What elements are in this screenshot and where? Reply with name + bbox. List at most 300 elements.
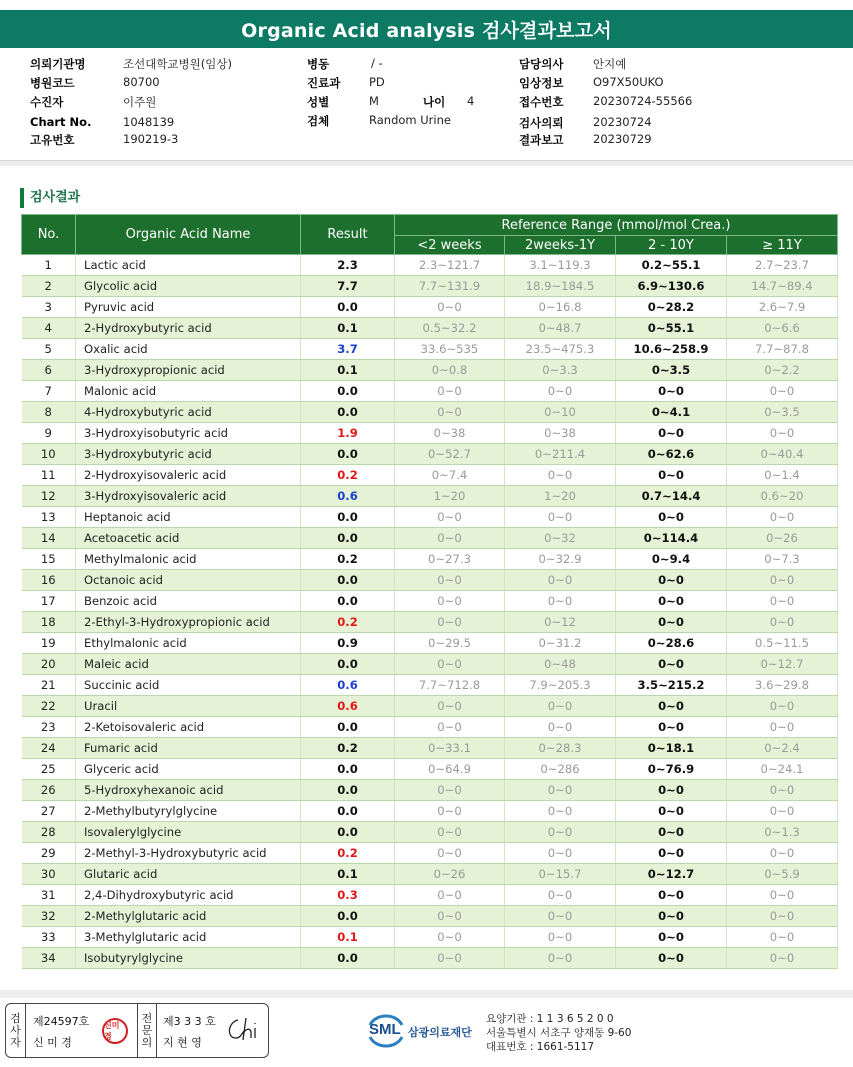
row-number: 2: [22, 276, 76, 297]
acid-name: Isovalerylglycine: [76, 822, 301, 843]
acid-name: 3-Hydroxypropionic acid: [76, 360, 301, 381]
ref-2-10y: 0~4.1: [616, 402, 727, 423]
tester-label-char: 사: [10, 1023, 21, 1037]
ref-11y: 0~40.4: [727, 444, 838, 465]
ref-11y: 3.6~29.8: [727, 675, 838, 696]
sex-value: M: [369, 94, 379, 108]
table-row: [22, 675, 838, 696]
table-row: [22, 633, 838, 654]
id-value: 190219-3: [123, 132, 179, 146]
lab-phone: 대표번호 : 1661-5117: [486, 1041, 595, 1053]
row-number: 12: [22, 486, 76, 507]
specialist-name: 지 현 영: [163, 1036, 202, 1049]
ref-11y: 0~0: [727, 612, 838, 633]
patient-info: [30, 56, 830, 152]
row-number: 16: [22, 570, 76, 591]
stamp-text: 신미경: [104, 1021, 120, 1041]
signature-box: [5, 1003, 269, 1058]
result-value: 0.0: [301, 717, 395, 738]
result-value: 0.0: [301, 381, 395, 402]
table-row: [22, 444, 838, 465]
ref-2-10y: 0~0: [616, 717, 727, 738]
ref-2-10y: 0~3.5: [616, 360, 727, 381]
col-ref-under-2weeks: <2 weeks: [395, 236, 505, 255]
divider: [0, 160, 853, 166]
id-label: 고유번호: [30, 133, 75, 147]
lab-name: 삼광의료재단: [408, 1026, 472, 1039]
ref-2-10y: 0~0: [616, 612, 727, 633]
ref-11y: 14.7~89.4: [727, 276, 838, 297]
table-row: [22, 276, 838, 297]
lab-logo: [366, 1011, 481, 1051]
table-row: [22, 255, 838, 276]
ref-2weeks-1y: 0~10: [505, 402, 616, 423]
acid-name: Ethylmalonic acid: [76, 633, 301, 654]
table-row: [22, 402, 838, 423]
ref-2weeks-1y: 0~48.7: [505, 318, 616, 339]
table-row: [22, 591, 838, 612]
ref-2weeks-1y: 3.1~119.3: [505, 255, 616, 276]
acid-name: 2-Hydroxybutyric acid: [76, 318, 301, 339]
ref-11y: 0~7.3: [727, 549, 838, 570]
row-number: 10: [22, 444, 76, 465]
row-number: 28: [22, 822, 76, 843]
ref-2weeks-1y: 0~15.7: [505, 864, 616, 885]
ref-2weeks-1y: 0~48: [505, 654, 616, 675]
acid-name: 2-Ketoisovaleric acid: [76, 717, 301, 738]
acid-name: 3-Hydroxyisobutyric acid: [76, 423, 301, 444]
specialist-label-char: 의: [141, 1035, 153, 1049]
patient-value: 이주원: [123, 95, 157, 109]
row-number: 11: [22, 465, 76, 486]
ref-2-10y: 0~0: [616, 507, 727, 528]
ref-2weeks-1y: 0~286: [505, 759, 616, 780]
table-row: [22, 549, 838, 570]
ref-under-2weeks: 0~0: [395, 570, 505, 591]
hospital-label: 의뢰기관명: [30, 57, 86, 71]
result-value: 0.6: [301, 675, 395, 696]
result-value: 0.1: [301, 318, 395, 339]
ref-2weeks-1y: 0~211.4: [505, 444, 616, 465]
ref-under-2weeks: 0~7.4: [395, 465, 505, 486]
ref-11y: 0~0: [727, 885, 838, 906]
ref-11y: 0~2.4: [727, 738, 838, 759]
result-value: 0.6: [301, 486, 395, 507]
request-label: 검사의뢰: [519, 116, 564, 130]
result-value: 0.0: [301, 591, 395, 612]
ref-2-10y: 0~0: [616, 843, 727, 864]
ref-2-10y: 0~55.1: [616, 318, 727, 339]
ref-2weeks-1y: 0~0: [505, 948, 616, 969]
row-number: 23: [22, 717, 76, 738]
tester-name: 신 미 경: [33, 1036, 72, 1049]
ref-2weeks-1y: 23.5~475.3: [505, 339, 616, 360]
report-label: 결과보고: [519, 133, 564, 147]
row-number: 7: [22, 381, 76, 402]
result-value: 0.2: [301, 612, 395, 633]
ref-2-10y: 0~0: [616, 465, 727, 486]
ref-under-2weeks: 1~20: [395, 486, 505, 507]
ref-under-2weeks: 0~0: [395, 822, 505, 843]
ref-under-2weeks: 0~0: [395, 612, 505, 633]
specialist-label-char: 문: [141, 1023, 153, 1037]
footer-divider: [0, 990, 853, 998]
table-row: [22, 423, 838, 444]
ref-2weeks-1y: 0~0: [505, 843, 616, 864]
ward-label: 병동: [307, 57, 330, 71]
ref-2-10y: 0~0: [616, 906, 727, 927]
ref-11y: 0~2.2: [727, 360, 838, 381]
row-number: 13: [22, 507, 76, 528]
result-value: 0.0: [301, 801, 395, 822]
ref-11y: 2.6~7.9: [727, 297, 838, 318]
ref-2weeks-1y: 0~28.3: [505, 738, 616, 759]
ref-11y: 0~0: [727, 780, 838, 801]
acid-name: 2-Ethyl-3-Hydroxypropionic acid: [76, 612, 301, 633]
lab-address: 서울특별시 서초구 양재동 9-60: [486, 1027, 632, 1039]
ref-2-10y: 0~0: [616, 822, 727, 843]
specimen-label: 검체: [307, 114, 330, 128]
result-value: 2.3: [301, 255, 395, 276]
ref-2weeks-1y: 0~32: [505, 528, 616, 549]
ref-2weeks-1y: 0~0: [505, 717, 616, 738]
table-row: [22, 696, 838, 717]
ref-under-2weeks: 0~0.8: [395, 360, 505, 381]
result-value: 0.1: [301, 360, 395, 381]
ref-under-2weeks: 0~64.9: [395, 759, 505, 780]
ref-2weeks-1y: 0~0: [505, 801, 616, 822]
result-value: 0.3: [301, 885, 395, 906]
acid-name: Succinic acid: [76, 675, 301, 696]
row-number: 33: [22, 927, 76, 948]
table-row: [22, 381, 838, 402]
ref-2weeks-1y: 0~12: [505, 612, 616, 633]
acid-name: Acetoacetic acid: [76, 528, 301, 549]
code-label: 병원코드: [30, 76, 75, 90]
ref-11y: 0~0: [727, 801, 838, 822]
ref-under-2weeks: 7.7~131.9: [395, 276, 505, 297]
results-table: [21, 214, 838, 969]
acid-name: 2-Hydroxyisovaleric acid: [76, 465, 301, 486]
tester-label-char: 검: [10, 1011, 21, 1025]
ref-2-10y: 0~18.1: [616, 738, 727, 759]
col-no: No.: [22, 215, 76, 255]
ref-under-2weeks: 0~0: [395, 591, 505, 612]
result-value: 0.0: [301, 507, 395, 528]
ref-2-10y: 0~62.6: [616, 444, 727, 465]
row-number: 26: [22, 780, 76, 801]
ref-2-10y: 0~0: [616, 654, 727, 675]
result-value: 0.2: [301, 465, 395, 486]
ref-2-10y: 0~28.2: [616, 297, 727, 318]
ref-11y: 0~0: [727, 696, 838, 717]
ref-2-10y: 0~0: [616, 591, 727, 612]
ref-2weeks-1y: 0~0: [505, 927, 616, 948]
row-number: 19: [22, 633, 76, 654]
acid-name: Octanoic acid: [76, 570, 301, 591]
acid-name: Methylmalonic acid: [76, 549, 301, 570]
ref-2-10y: 0~0: [616, 381, 727, 402]
ref-11y: 0~1.4: [727, 465, 838, 486]
tester-label: [6, 1004, 26, 1057]
ref-2weeks-1y: 0~16.8: [505, 297, 616, 318]
table-row: [22, 717, 838, 738]
col-ref-2weeks-1y: 2weeks-1Y: [505, 236, 616, 255]
ref-2weeks-1y: 0~0: [505, 822, 616, 843]
logo-text: SML: [369, 1021, 401, 1038]
receipt-label: 접수번호: [519, 95, 564, 109]
ref-11y: 0~26: [727, 528, 838, 549]
ref-under-2weeks: 0~0: [395, 906, 505, 927]
ref-under-2weeks: 2.3~121.7: [395, 255, 505, 276]
row-number: 30: [22, 864, 76, 885]
age-value: 4: [467, 94, 475, 108]
ref-2-10y: 0~28.6: [616, 633, 727, 654]
result-value: 0.2: [301, 738, 395, 759]
ref-2-10y: 0~0: [616, 948, 727, 969]
row-number: 22: [22, 696, 76, 717]
ref-under-2weeks: 0~29.5: [395, 633, 505, 654]
result-value: 1.9: [301, 423, 395, 444]
chart-label: Chart No.: [30, 115, 92, 129]
result-value: 0.0: [301, 906, 395, 927]
acid-name: Benzoic acid: [76, 591, 301, 612]
table-row: [22, 570, 838, 591]
acid-name: Uracil: [76, 696, 301, 717]
ref-2-10y: 0.2~55.1: [616, 255, 727, 276]
result-value: 0.2: [301, 843, 395, 864]
specialist-license: 제3 3 3 호: [163, 1015, 216, 1028]
tester-license: 제24597호: [33, 1015, 90, 1028]
ref-2-10y: 6.9~130.6: [616, 276, 727, 297]
acid-name: 3-Hydroxybutyric acid: [76, 444, 301, 465]
result-value: 0.1: [301, 927, 395, 948]
request-value: 20230724: [593, 115, 652, 129]
ref-11y: 0~0: [727, 717, 838, 738]
ref-2weeks-1y: 0~0: [505, 885, 616, 906]
table-row: [22, 885, 838, 906]
col-ref-11y: ≥ 11Y: [727, 236, 838, 255]
ref-2weeks-1y: 0~0: [505, 906, 616, 927]
table-row: [22, 465, 838, 486]
table-row: [22, 486, 838, 507]
table-row: [22, 780, 838, 801]
result-value: 3.7: [301, 339, 395, 360]
result-value: 0.0: [301, 444, 395, 465]
specimen-value: Random Urine: [369, 113, 451, 127]
row-number: 4: [22, 318, 76, 339]
result-value: 0.2: [301, 549, 395, 570]
row-number: 27: [22, 801, 76, 822]
code-value: 80700: [123, 75, 160, 89]
row-number: 9: [22, 423, 76, 444]
ref-11y: 0~1.3: [727, 822, 838, 843]
acid-name: Fumaric acid: [76, 738, 301, 759]
hospital-value: 조선대학교병원(임상): [123, 57, 232, 71]
ref-2weeks-1y: 0~38: [505, 423, 616, 444]
row-number: 1: [22, 255, 76, 276]
ref-2-10y: 0~12.7: [616, 864, 727, 885]
acid-name: Heptanoic acid: [76, 507, 301, 528]
result-value: 0.6: [301, 696, 395, 717]
ref-under-2weeks: 0~0: [395, 885, 505, 906]
table-row: [22, 843, 838, 864]
ref-11y: 0~12.7: [727, 654, 838, 675]
row-number: 6: [22, 360, 76, 381]
acid-name: 2-Methylglutaric acid: [76, 906, 301, 927]
ref-11y: 0~0: [727, 927, 838, 948]
ref-2-10y: 0~0: [616, 780, 727, 801]
sex-label: 성별: [307, 95, 330, 109]
ref-under-2weeks: 0~0: [395, 927, 505, 948]
result-value: 0.0: [301, 654, 395, 675]
ref-under-2weeks: 0~52.7: [395, 444, 505, 465]
ref-2weeks-1y: 7.9~205.3: [505, 675, 616, 696]
ref-11y: 0.5~11.5: [727, 633, 838, 654]
row-number: 31: [22, 885, 76, 906]
ref-under-2weeks: 0~0: [395, 507, 505, 528]
ref-under-2weeks: 0~0: [395, 402, 505, 423]
row-number: 21: [22, 675, 76, 696]
row-number: 24: [22, 738, 76, 759]
ref-under-2weeks: 0.5~32.2: [395, 318, 505, 339]
clinical-value: O97X50UKO: [593, 75, 664, 89]
signature-icon: [224, 1016, 262, 1044]
ref-2-10y: 0.7~14.4: [616, 486, 727, 507]
row-number: 17: [22, 591, 76, 612]
acid-name: 2-Methyl-3-Hydroxybutyric acid: [76, 843, 301, 864]
doctor-label: 담당의사: [519, 57, 564, 71]
tester-label-char: 자: [10, 1035, 21, 1049]
acid-name: Glycolic acid: [76, 276, 301, 297]
acid-name: Pyruvic acid: [76, 297, 301, 318]
ref-2-10y: 0~0: [616, 570, 727, 591]
chart-value: 1048139: [123, 115, 175, 129]
col-name: Organic Acid Name: [76, 215, 301, 255]
result-value: 0.0: [301, 759, 395, 780]
result-value: 0.0: [301, 402, 395, 423]
ref-2-10y: 10.6~258.9: [616, 339, 727, 360]
table-row: [22, 360, 838, 381]
lab-info: [486, 1012, 631, 1054]
ref-11y: 0~6.6: [727, 318, 838, 339]
table-row: [22, 927, 838, 948]
ref-2-10y: 0~114.4: [616, 528, 727, 549]
ref-2-10y: 0~0: [616, 927, 727, 948]
ref-under-2weeks: 0~0: [395, 696, 505, 717]
ref-11y: 0~0: [727, 423, 838, 444]
specialist-label: [137, 1004, 157, 1057]
ref-under-2weeks: 7.7~712.8: [395, 675, 505, 696]
table-row: [22, 339, 838, 360]
ref-2-10y: 0~0: [616, 885, 727, 906]
result-value: 0.0: [301, 948, 395, 969]
ref-under-2weeks: 0~0: [395, 528, 505, 549]
ref-2weeks-1y: 0~0: [505, 507, 616, 528]
ref-11y: 0~0: [727, 381, 838, 402]
col-reference: Reference Range (mmol/mol Crea.): [395, 215, 838, 236]
ref-2weeks-1y: 0~0: [505, 465, 616, 486]
result-value: 0.0: [301, 780, 395, 801]
row-number: 14: [22, 528, 76, 549]
acid-name: 3-Hydroxyisovaleric acid: [76, 486, 301, 507]
ref-under-2weeks: 0~0: [395, 381, 505, 402]
acid-name: Maleic acid: [76, 654, 301, 675]
ref-2weeks-1y: 1~20: [505, 486, 616, 507]
ref-2weeks-1y: 0~0: [505, 591, 616, 612]
section-title: 검사결과: [20, 188, 80, 208]
acid-name: 2,4-Dihydroxybutyric acid: [76, 885, 301, 906]
age-label: 나이: [423, 95, 446, 109]
ward-value: / -: [371, 56, 383, 70]
ref-under-2weeks: 0~0: [395, 780, 505, 801]
col-result: Result: [301, 215, 395, 255]
acid-name: Lactic acid: [76, 255, 301, 276]
row-number: 8: [22, 402, 76, 423]
ref-11y: 0~0: [727, 843, 838, 864]
ref-11y: 0~0: [727, 948, 838, 969]
table-row: [22, 759, 838, 780]
ref-under-2weeks: 0~0: [395, 843, 505, 864]
ref-2-10y: 0~9.4: [616, 549, 727, 570]
ref-2weeks-1y: 0~31.2: [505, 633, 616, 654]
row-number: 15: [22, 549, 76, 570]
ref-2weeks-1y: 0~0: [505, 696, 616, 717]
table-row: [22, 738, 838, 759]
lab-code: 요양기관 : 1 1 3 6 5 2 0 0: [486, 1013, 614, 1025]
acid-name: Glutaric acid: [76, 864, 301, 885]
result-value: 0.0: [301, 297, 395, 318]
acid-name: 3-Methylglutaric acid: [76, 927, 301, 948]
results-body: [22, 255, 838, 969]
ref-2weeks-1y: 0~3.3: [505, 360, 616, 381]
table-row: [22, 906, 838, 927]
ref-under-2weeks: 0~0: [395, 801, 505, 822]
table-row: [22, 612, 838, 633]
ref-11y: 0~5.9: [727, 864, 838, 885]
ref-under-2weeks: 0~27.3: [395, 549, 505, 570]
ref-2weeks-1y: 0~32.9: [505, 549, 616, 570]
table-row: [22, 948, 838, 969]
acid-name: Isobutyrylglycine: [76, 948, 301, 969]
row-number: 20: [22, 654, 76, 675]
ref-under-2weeks: 0~0: [395, 948, 505, 969]
table-row: [22, 297, 838, 318]
receipt-value: 20230724-55566: [593, 94, 693, 108]
acid-name: Glyceric acid: [76, 759, 301, 780]
ref-2-10y: 0~76.9: [616, 759, 727, 780]
ref-2weeks-1y: 18.9~184.5: [505, 276, 616, 297]
doctor-value: 안지예: [593, 57, 627, 71]
row-number: 25: [22, 759, 76, 780]
table-row: [22, 654, 838, 675]
ref-11y: 0~0: [727, 591, 838, 612]
result-value: 0.0: [301, 528, 395, 549]
table-row: [22, 822, 838, 843]
patient-label: 수진자: [30, 95, 64, 109]
dept-label: 진료과: [307, 76, 341, 90]
row-number: 32: [22, 906, 76, 927]
ref-2-10y: 0~0: [616, 801, 727, 822]
ref-2weeks-1y: 0~0: [505, 780, 616, 801]
ref-11y: 0~0: [727, 507, 838, 528]
row-number: 18: [22, 612, 76, 633]
seal-stamp-icon: [102, 1018, 128, 1044]
result-value: 0.0: [301, 822, 395, 843]
acid-name: 2-Methylbutyrylglycine: [76, 801, 301, 822]
acid-name: Oxalic acid: [76, 339, 301, 360]
ref-2-10y: 3.5~215.2: [616, 675, 727, 696]
